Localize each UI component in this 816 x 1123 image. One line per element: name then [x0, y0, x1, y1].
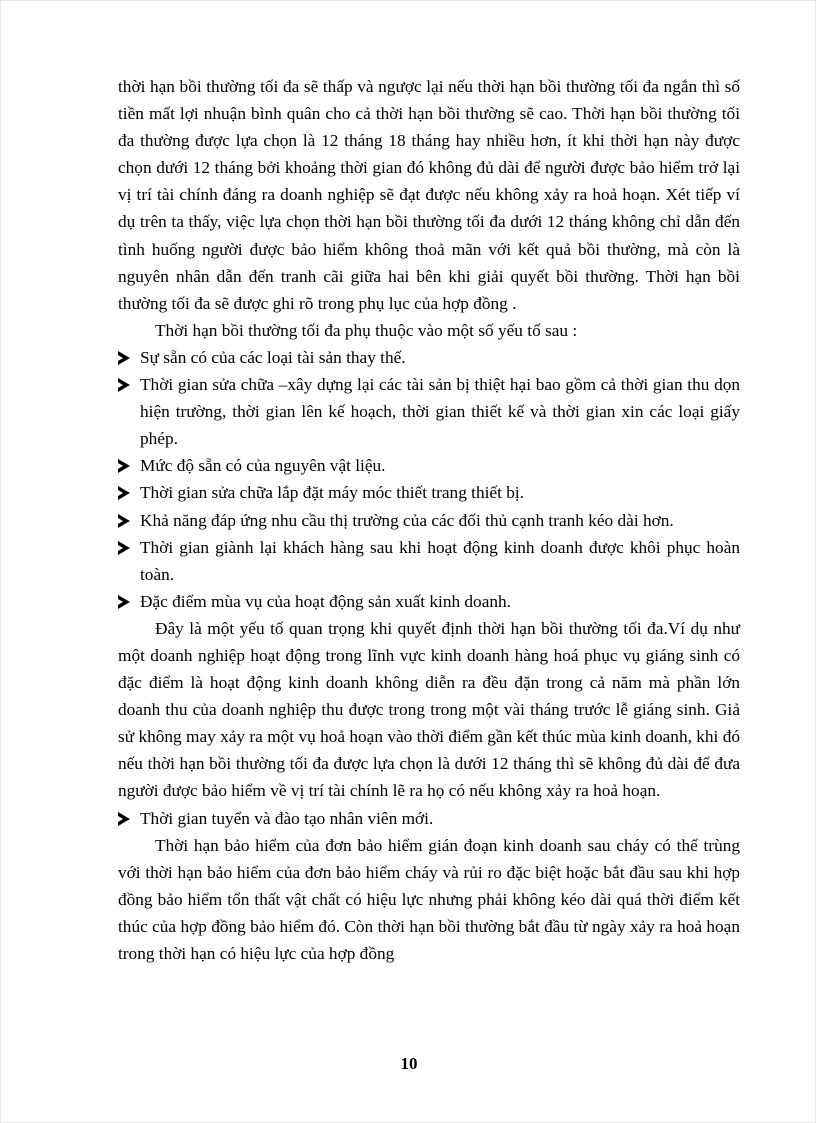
list-item: Đặc điểm mùa vụ của hoạt động sản xuất kinh doanh.	[118, 588, 740, 615]
paragraph-seasonal: Đây là một yếu tố quan trọng khi quyết định thời hạn bồi thường tối đa.Ví dụ như một doanh nghiệp hoạt động trong lĩnh vực kinh doanh hàng hoá phục vụ giáng sinh có đặc điểm là hoạt động kinh doanh không diễn ra đều đặn trong cả năm mà phần lớn doanh thu của doanh nghiệp thu được trong trong một vài tháng trước lễ giáng sinh. Giả sử không may xảy ra một vụ hoả hoạn vào thời điểm gần kết thúc mùa kinh doanh, khi đó nếu thời hạn bồi thường tối đa được lựa chọn là dưới 12 tháng thì sẽ không đủ dài để đưa người được bảo hiểm về vị trí tài chính lẽ ra họ có nếu không xảy ra hoả hoạn.	[118, 618, 740, 801]
arrow-bullet-icon	[118, 378, 130, 392]
arrow-bullet-icon	[118, 351, 130, 365]
arrow-bullet-icon	[118, 541, 130, 555]
factor-list-continued	[118, 805, 740, 832]
paragraph-factors-intro: Thời hạn bồi thường tối đa phụ thuộc vào một số yếu tố sau :	[155, 320, 578, 340]
list-item: Thời gian giành lại khách hàng sau khi hoạt động kinh doanh được khôi phục hoàn toàn.	[118, 534, 740, 588]
list-item: Khả năng đáp ứng nhu cầu thị trường của các đối thủ cạnh tranh kéo dài hơn.	[118, 507, 740, 534]
arrow-bullet-icon	[118, 595, 130, 609]
factor-list	[118, 344, 740, 615]
document-body	[118, 73, 740, 967]
paragraph-continuation: thời hạn bồi thường tối đa sẽ thấp và ngược lại nếu thời hạn bồi thường tối đa ngắn thì số tiền mất lợi nhuận bình quân cho cả thời hạn bồi thường sẽ cao. Thời hạn bồi thường tối đa thường được lựa chọn là 12 tháng 18 tháng hay nhiều hơn, ít khi thời hạn này được chọn dưới 12 tháng bởi khoảng thời gian đó không đủ dài để người được bảo hiểm trở lại vị trí tài chính đáng ra doanh nghiệp sẽ đạt được nếu không xảy ra hoả hoạn. Xét tiếp ví dụ trên ta thấy, việc lựa chọn thời hạn bồi thường tối đa dưới 12 tháng không chỉ dẫn đến tình huống người được bảo hiểm không thoả mãn với kết quả bồi thường, mà còn là nguyên nhân dẫn đến tranh cãi giữa hai bên khi giải quyết bồi thường. Thời hạn bồi thường tối đa sẽ được ghi rõ trong phụ lục của hợp đồng .	[118, 77, 740, 313]
paragraph-insurance-period: Thời hạn bảo hiểm của đơn bảo hiểm gián đoạn kinh doanh sau cháy có thể trùng với thời hạn bảo hiểm của đơn bảo hiểm cháy và rủi ro đặc biệt hoặc bắt đầu sau khi hợp đồng bảo hiểm tổn thất vật chất có hiệu lực nhưng phải không kéo dài quá thời điểm kết thúc của hợp đồng bảo hiểm đó. Còn thời hạn bồi thường bắt đầu từ ngày xảy ra hoả hoạn trong thời hạn có hiệu lực của hợp đồng	[118, 835, 740, 963]
list-item: Thời gian sửa chữa –xây dựng lại các tài sản bị thiệt hại bao gồm cả thời gian thu dọn hiện trường, thời gian lên kế hoạch, thời gian thiết kế và thời gian xin các loại giấy phép.	[118, 371, 740, 452]
arrow-bullet-icon	[118, 514, 130, 528]
arrow-bullet-icon	[118, 812, 130, 826]
list-item: Sự sẵn có của các loại tài sản thay thế.	[118, 344, 740, 371]
arrow-bullet-icon	[118, 486, 130, 500]
list-item: Thời gian tuyển và đào tạo nhân viên mới.	[118, 805, 740, 832]
page-number: 10	[400, 1054, 418, 1073]
arrow-bullet-icon	[118, 459, 130, 473]
list-item: Mức độ sẵn có của nguyên vật liệu.	[118, 452, 740, 479]
list-item: Thời gian sửa chữa lắp đặt máy móc thiết trang thiết bị.	[118, 479, 740, 506]
